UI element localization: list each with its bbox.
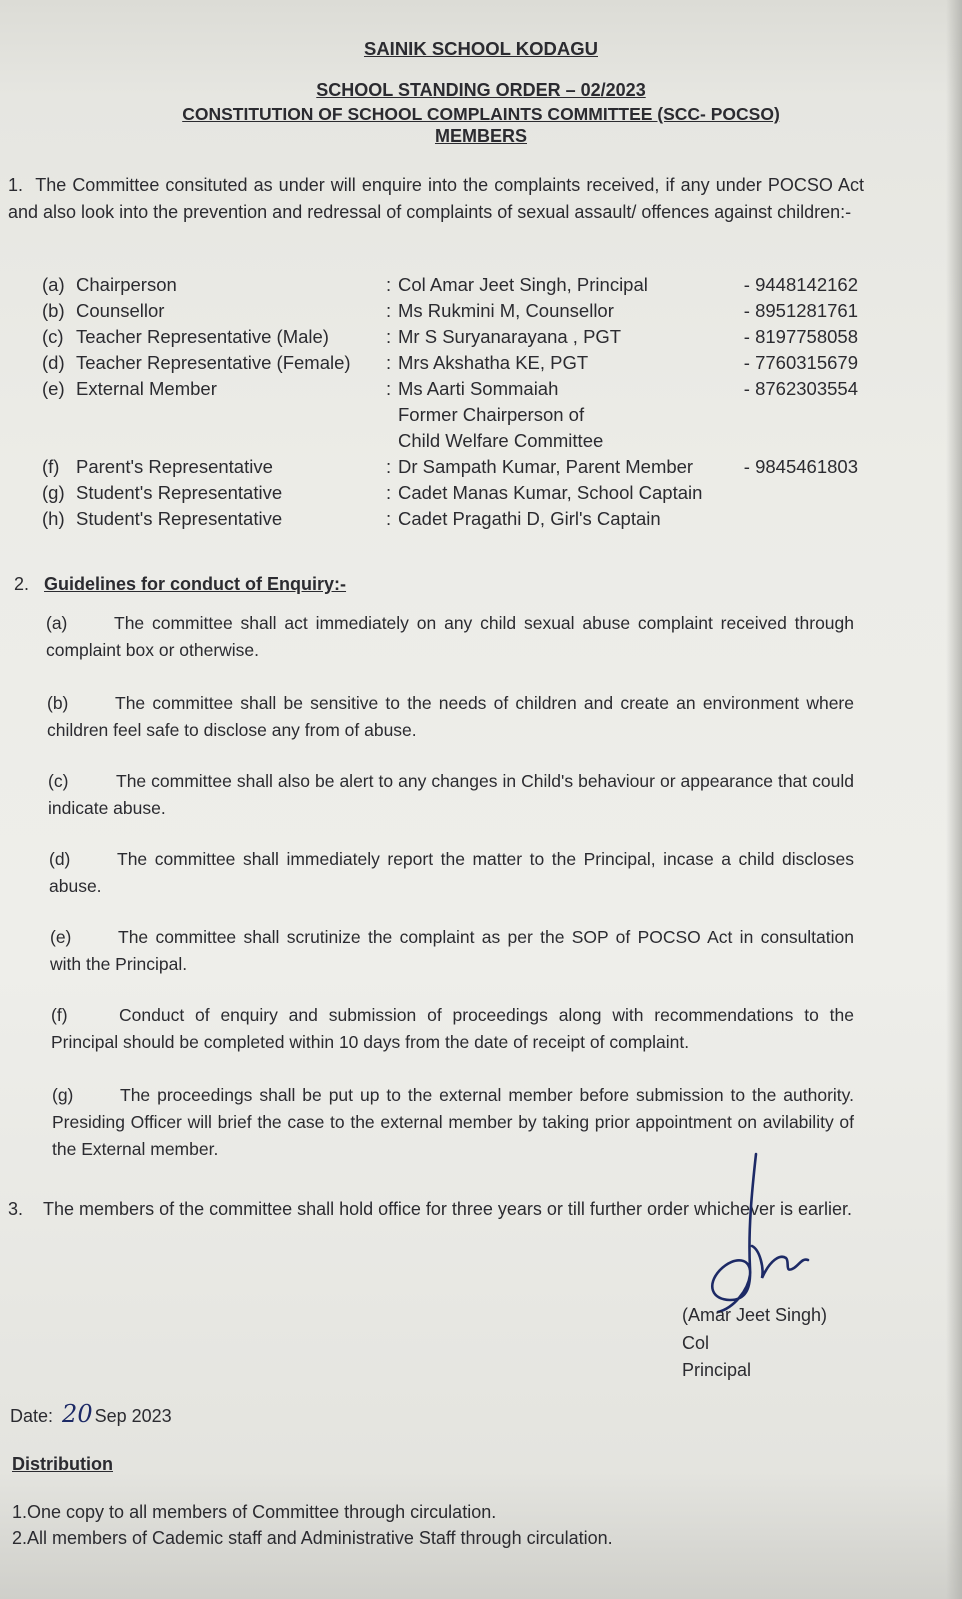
member-role: Chairperson	[76, 274, 177, 295]
date-line	[10, 1400, 172, 1428]
distribution-item-1: 1.One copy to all members of Committee through circulation.	[12, 1502, 497, 1522]
guideline-key: (e)	[50, 927, 72, 947]
guidelines-heading: Guidelines for conduct of Enquiry:-	[44, 574, 347, 594]
order-title: SCHOOL STANDING ORDER – 02/2023	[316, 80, 646, 100]
constitution-title: CONSTITUTION OF SCHOOL COMPLAINTS COMMITTEE (SCC- POCSO)	[182, 104, 780, 124]
distribution-item-2: 2.All members of Cademic staff and Administrative Staff through circulation.	[12, 1528, 613, 1548]
guideline-text: The committee shall scrutinize the complaint as per the SOP of POCSO Act in consultation with the Principal.	[50, 927, 854, 974]
member-row	[42, 480, 858, 506]
member-phone: - 8197758058	[743, 326, 858, 347]
guideline-text: The committee shall act immediately on any child sexual abuse complaint received through complaint box or otherwise.	[46, 613, 854, 660]
guideline-item	[49, 846, 854, 900]
date-label: Date:	[10, 1406, 54, 1426]
member-separator: :	[386, 456, 392, 477]
guideline-text: Conduct of enquiry and submission of proceedings along with recommendations to the Principal should be completed within 10 days from the date of receipt of complaint.	[51, 1005, 854, 1052]
member-label: (a)	[42, 274, 65, 295]
paragraph-2-header	[14, 574, 346, 595]
member-name: Cadet Manas Kumar, School Captain	[398, 482, 703, 503]
member-name: Dr Sampath Kumar, Parent Member	[398, 456, 694, 477]
paragraph-1-number: 1.	[8, 175, 24, 195]
member-role: Teacher Representative (Male)	[76, 326, 329, 347]
paragraph-1-text: The Committee consituted as under will enquire into the complaints received, if any under POCSO Act and also look into the prevention and redressal of complaints of sexual assault/ offences against children:-	[8, 175, 864, 222]
member-name: Cadet Pragathi D, Girl's Captain	[398, 508, 661, 529]
member-row	[42, 298, 858, 324]
member-separator: :	[386, 508, 392, 529]
distribution-heading: Distribution	[12, 1454, 113, 1474]
members-table	[42, 272, 858, 532]
member-name: Ms Rukmini M, Counsellor	[398, 300, 614, 321]
guideline-key: (d)	[49, 849, 71, 869]
guideline-key: (b)	[47, 693, 69, 713]
guideline-item	[47, 690, 854, 744]
member-name: Former Chairperson of	[398, 404, 585, 425]
member-separator: :	[386, 482, 392, 503]
member-phone: - 8951281761	[743, 300, 858, 321]
members-list	[42, 272, 858, 532]
guideline-text: The proceedings shall be put up to the external member before submission to the authority. Presiding Officer will brief the case to the external member by taking prior appointment on avilability of the External member.	[52, 1085, 854, 1159]
member-role: Teacher Representative (Female)	[76, 352, 351, 373]
guideline-item	[48, 768, 854, 822]
member-row	[42, 506, 858, 532]
school-name: SAINIK SCHOOL KODAGU	[363, 38, 598, 59]
member-name: Mrs Akshatha KE, PGT	[398, 352, 589, 373]
member-role: External Member	[76, 378, 217, 399]
paragraph-3-number: 3.	[8, 1199, 24, 1219]
member-row	[42, 324, 858, 350]
member-separator: :	[386, 300, 392, 321]
page-edge-shadow	[946, 0, 962, 1599]
guideline-text: The committee shall immediately report the matter to the Principal, incase a child discloses abuse.	[49, 849, 854, 896]
members-heading: MEMBERS	[434, 126, 527, 146]
guideline-key: (g)	[52, 1085, 74, 1105]
guideline-text: The committee shall also be alert to any changes in Child's behaviour or appearance that could indicate abuse.	[48, 771, 854, 818]
paragraph-2-number: 2.	[14, 574, 30, 594]
member-separator: :	[386, 378, 392, 399]
member-phone: - 8762303554	[743, 378, 858, 399]
date-day-handwritten: 20	[62, 1400, 93, 1428]
member-row	[42, 350, 858, 376]
guideline-key: (f)	[51, 1005, 68, 1025]
member-row	[42, 428, 858, 454]
member-row	[42, 272, 858, 298]
signatory-designation: Principal	[682, 1360, 752, 1380]
member-phone: - 9845461803	[743, 456, 858, 477]
member-label: (b)	[42, 300, 65, 321]
member-role: Student's Representative	[76, 482, 283, 503]
member-role: Parent's Representative	[76, 456, 273, 477]
paragraph-3-text: The members of the committee shall hold office for three years or till further order whichever is earlier.	[43, 1199, 853, 1219]
member-row	[42, 376, 858, 402]
member-row	[42, 402, 858, 428]
signatory-rank: Col	[682, 1333, 710, 1353]
guideline-key: (c)	[48, 771, 69, 791]
member-separator: :	[386, 274, 392, 295]
member-name: Col Amar Jeet Singh, Principal	[398, 274, 648, 295]
member-name: Child Welfare Committee	[398, 430, 604, 451]
member-row	[42, 454, 858, 480]
member-role: Counsellor	[76, 300, 165, 321]
guideline-item	[46, 610, 854, 664]
guideline-text: The committee shall be sensitive to the needs of children and create an environment where children feel safe to disclose any from of abuse.	[47, 693, 854, 740]
member-phone: - 7760315679	[743, 352, 858, 373]
member-name: Ms Aarti Sommaiah	[398, 378, 559, 399]
guideline-item	[50, 924, 854, 978]
member-label: (d)	[42, 352, 65, 373]
member-label: (e)	[42, 378, 65, 399]
member-role: Student's Representative	[76, 508, 283, 529]
member-phone: - 9448142162	[743, 274, 858, 295]
member-separator: :	[386, 326, 392, 347]
member-name: Mr S Suryanarayana , PGT	[398, 326, 622, 347]
member-label: (c)	[42, 326, 64, 347]
paragraph-1	[8, 172, 864, 226]
guideline-item	[51, 1002, 854, 1056]
guideline-key: (a)	[46, 613, 68, 633]
member-label: (h)	[42, 508, 65, 529]
member-label: (g)	[42, 482, 65, 503]
member-separator: :	[386, 352, 392, 373]
member-label: (f)	[42, 456, 60, 477]
date-rest: Sep 2023	[94, 1406, 172, 1426]
signatory-name: (Amar Jeet Singh)	[682, 1305, 828, 1325]
